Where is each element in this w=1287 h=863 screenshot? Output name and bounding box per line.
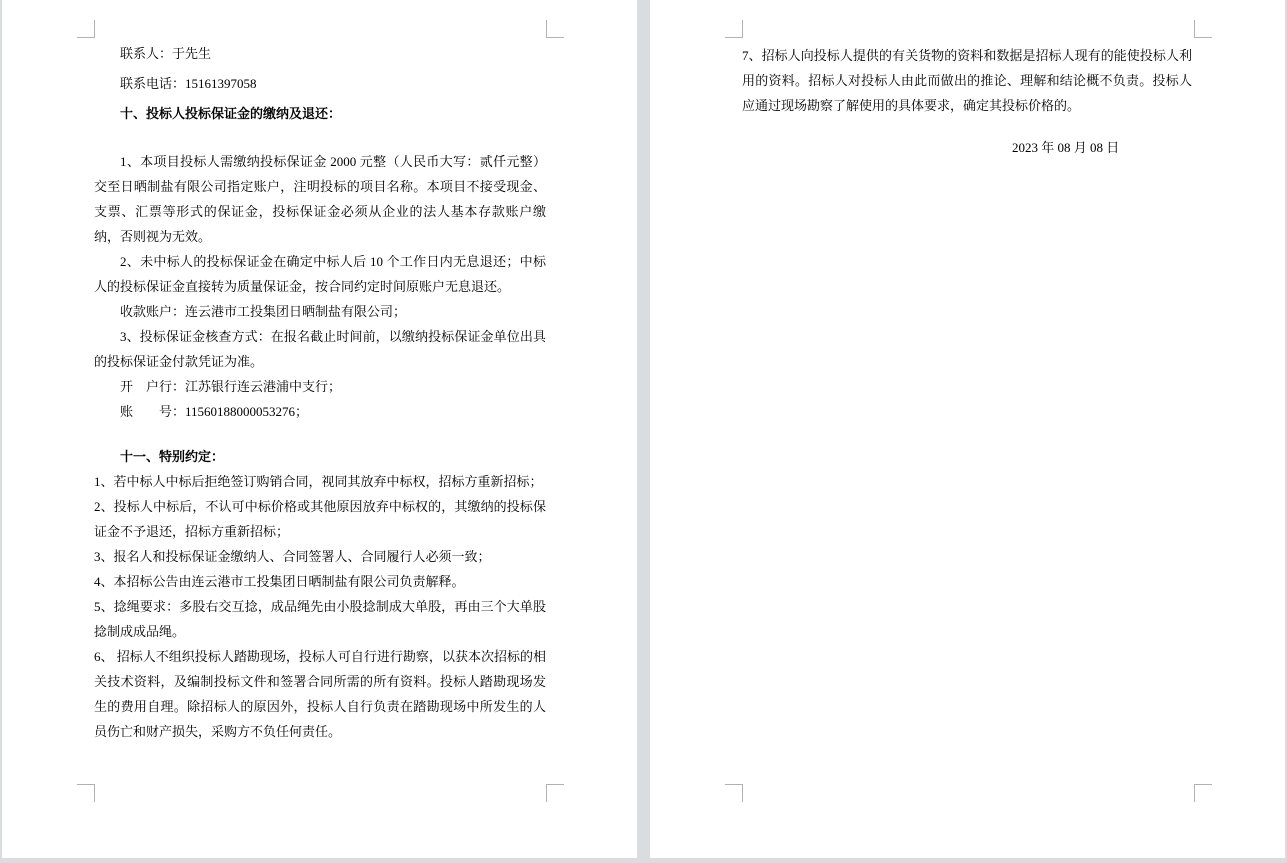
section-10-heading[interactable]: 十、投标人投标保证金的缴纳及退还：	[120, 106, 342, 121]
contact-phone-line[interactable]: 联系电话：15161397058	[120, 76, 257, 91]
text-boundary-mark-top-right-icon	[546, 20, 564, 38]
special-clause-7[interactable]: 7、招标人向投标人提供的有关货物的资料和数据是招标人现有的能使投标人利用的资料。招标人对投标人由此而做出的推论、理解和结论概不负责。投标人应通过现场勘察了解使用的具体要求，确定其投标价格的。	[742, 48, 1192, 113]
payee-account-line[interactable]: 收款账户：连云港市工投集团日晒制盐有限公司；	[120, 304, 407, 319]
special-clause-5[interactable]: 5、捻绳要求：多股右交互捻，成品绳先由小股捻制成大单股，再由三个大单股捻制成成品绳。	[94, 599, 546, 639]
text-boundary-mark-bottom-left-icon	[77, 784, 95, 802]
document-page-1[interactable]	[2, 0, 637, 858]
text-boundary-mark-top-left-icon	[77, 20, 95, 38]
text-boundary-mark-bottom-right-icon	[546, 784, 564, 802]
special-clause-2[interactable]: 2、投标人中标后，不认可中标价格或其他原因放弃中标权的，其缴纳的投标保证金不予退还，招标方重新招标；	[94, 499, 546, 539]
page-bottom-gap	[0, 858, 1287, 863]
bank-branch-line[interactable]: 开 户行：江苏银行连云港浦中支行；	[120, 379, 342, 394]
text-boundary-mark-top-left-icon	[725, 20, 743, 38]
text-boundary-mark-bottom-left-icon	[725, 784, 743, 802]
contact-person-line[interactable]: 联系人：于先生	[120, 46, 212, 61]
deposit-clause-2[interactable]: 2、未中标人的投标保证金在确定中标人后 10 个工作日内无息退还；中标人的投标保证金直接转为质量保证金，按合同约定时间原账户无息退还。	[94, 254, 546, 294]
page-2-text-area[interactable]	[742, 37, 1192, 160]
section-11-heading[interactable]: 十一、特别约定：	[120, 449, 225, 464]
special-clause-4[interactable]: 4、本招标公告由连云港市工投集团日晒制盐有限公司负责解释。	[94, 574, 465, 589]
account-number-line[interactable]: 账 号：11560188000053276；	[120, 404, 309, 419]
deposit-clause-3[interactable]: 3、投标保证金核查方式：在报名截止时间前，以缴纳投标保证金单位出具的投标保证金付款凭证为准。	[94, 329, 546, 369]
special-clause-1[interactable]: 1、若中标人中标后拒绝签订购销合同，视同其放弃中标权，招标方重新招标；	[94, 474, 543, 489]
text-boundary-mark-bottom-right-icon	[1194, 784, 1212, 802]
special-clause-3[interactable]: 3、报名人和投标保证金缴纳人、合同签署人、合同履行人必须一致；	[94, 549, 491, 564]
deposit-clause-1[interactable]: 1、本项目投标人需缴纳投标保证金 2000 元整（人民币大写：贰仟元整）交至日晒制盐有限公司指定账户，注明投标的项目名称。本项目不接受现金、支票、汇票等形式的保证金，投标保证金必须从企业的法人基本存款账户缴纳，否则视为无效。	[94, 154, 546, 244]
page-1-text-area[interactable]	[94, 37, 546, 744]
text-boundary-mark-top-right-icon	[1194, 20, 1212, 38]
document-page-2[interactable]	[650, 0, 1285, 858]
special-clause-6[interactable]: 6、 招标人不组织投标人踏勘现场，投标人可自行进行勘察，以获本次招标的相关技术资料，及编制投标文件和签署合同所需的所有资料。投标人踏勘现场发生的费用自理。除招标人的原因外，投标人自行负责在踏勘现场中所发生的人员伤亡和财产损失，采购方不负任何责任。	[94, 649, 546, 739]
document-date[interactable]: 2023 年 08 月 08 日	[1012, 140, 1120, 155]
